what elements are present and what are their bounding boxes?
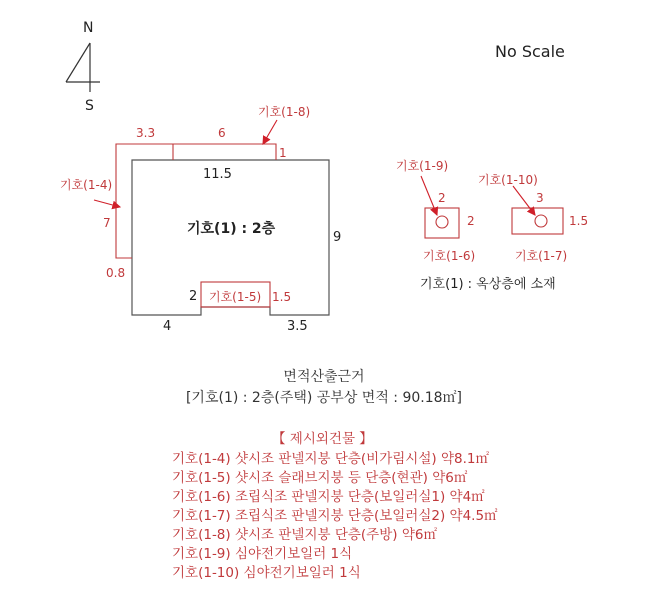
rooftop-caption: 기호(1) : 옥상층에 소재 <box>420 277 556 292</box>
scale-note: No Scale <box>495 42 565 61</box>
list-item: 기호(1-4) 샷시조 판넬지붕 단층(비가림시설) 약8.1㎡ <box>172 451 489 467</box>
annex-1-5-depth: 1.5 <box>272 290 292 304</box>
annex-1-5-label: 기호(1-5) <box>209 290 262 304</box>
main-building-label: 기호(1) : 2층 <box>187 221 276 237</box>
rooftop-box-1-6 <box>425 208 459 238</box>
annex-1-8-depth: 1 <box>279 146 287 160</box>
list-item: 기호(1-6) 조립식조 판넬지붕 단층(보일러실1) 약4㎡ <box>172 489 485 505</box>
list-item: 기호(1-5) 샷시조 슬래브지붕 등 단층(현관) 약6㎡ <box>172 470 468 486</box>
box-1-6-label: 기호(1-6) <box>423 249 476 263</box>
dim-notch: 2 <box>189 289 198 304</box>
annex-1-4-label: 기호(1-4) <box>60 178 113 192</box>
list-item: 기호(1-8) 샷시조 판넬지붕 단층(주방) 약6㎡ <box>172 527 437 543</box>
calculation-detail: [기호(1) : 2층(주택) 공부상 면적 : 90.18㎡] <box>185 390 463 406</box>
calculation-title: 면적산출근거 <box>283 369 365 385</box>
dim-bottom-left: 4 <box>163 319 172 334</box>
dim-bottom-right: 3.5 <box>287 319 308 334</box>
dim-right: 9 <box>333 230 342 245</box>
annex-1-4-offset: 0.8 <box>106 266 126 280</box>
excluded-title: 【 제시외건물 】 <box>272 431 373 447</box>
compass-south: S <box>85 98 94 114</box>
annex-1-8-label: 기호(1-8) <box>258 105 311 119</box>
box-1-7-width: 3 <box>536 191 544 205</box>
excluded-list <box>172 450 498 583</box>
rooftop-box-1-7 <box>512 208 563 234</box>
list-item: 기호(1-7) 조립식조 판넬지붕 단층(보일러실2) 약4.5㎡ <box>172 508 498 524</box>
box-1-7-height: 1.5 <box>569 214 589 228</box>
dim-top: 11.5 <box>203 167 232 182</box>
box-1-6-width: 2 <box>438 191 446 205</box>
boiler-1-10-label: 기호(1-10) <box>478 173 538 187</box>
list-item: 기호(1-9) 심야전기보일러 1식 <box>172 546 353 562</box>
annex-1-8-width: 6 <box>218 126 226 140</box>
boiler-1-9-label: 기호(1-9) <box>396 159 449 173</box>
annex-1-8-left: 3.3 <box>136 126 156 140</box>
compass-north: N <box>83 20 94 36</box>
box-1-6-height: 2 <box>467 214 475 228</box>
annex-1-4-height: 7 <box>103 216 111 230</box>
box-1-7-label: 기호(1-7) <box>515 249 568 263</box>
list-item: 기호(1-10) 심야전기보일러 1식 <box>172 565 361 581</box>
north-arrow-icon <box>66 43 100 92</box>
